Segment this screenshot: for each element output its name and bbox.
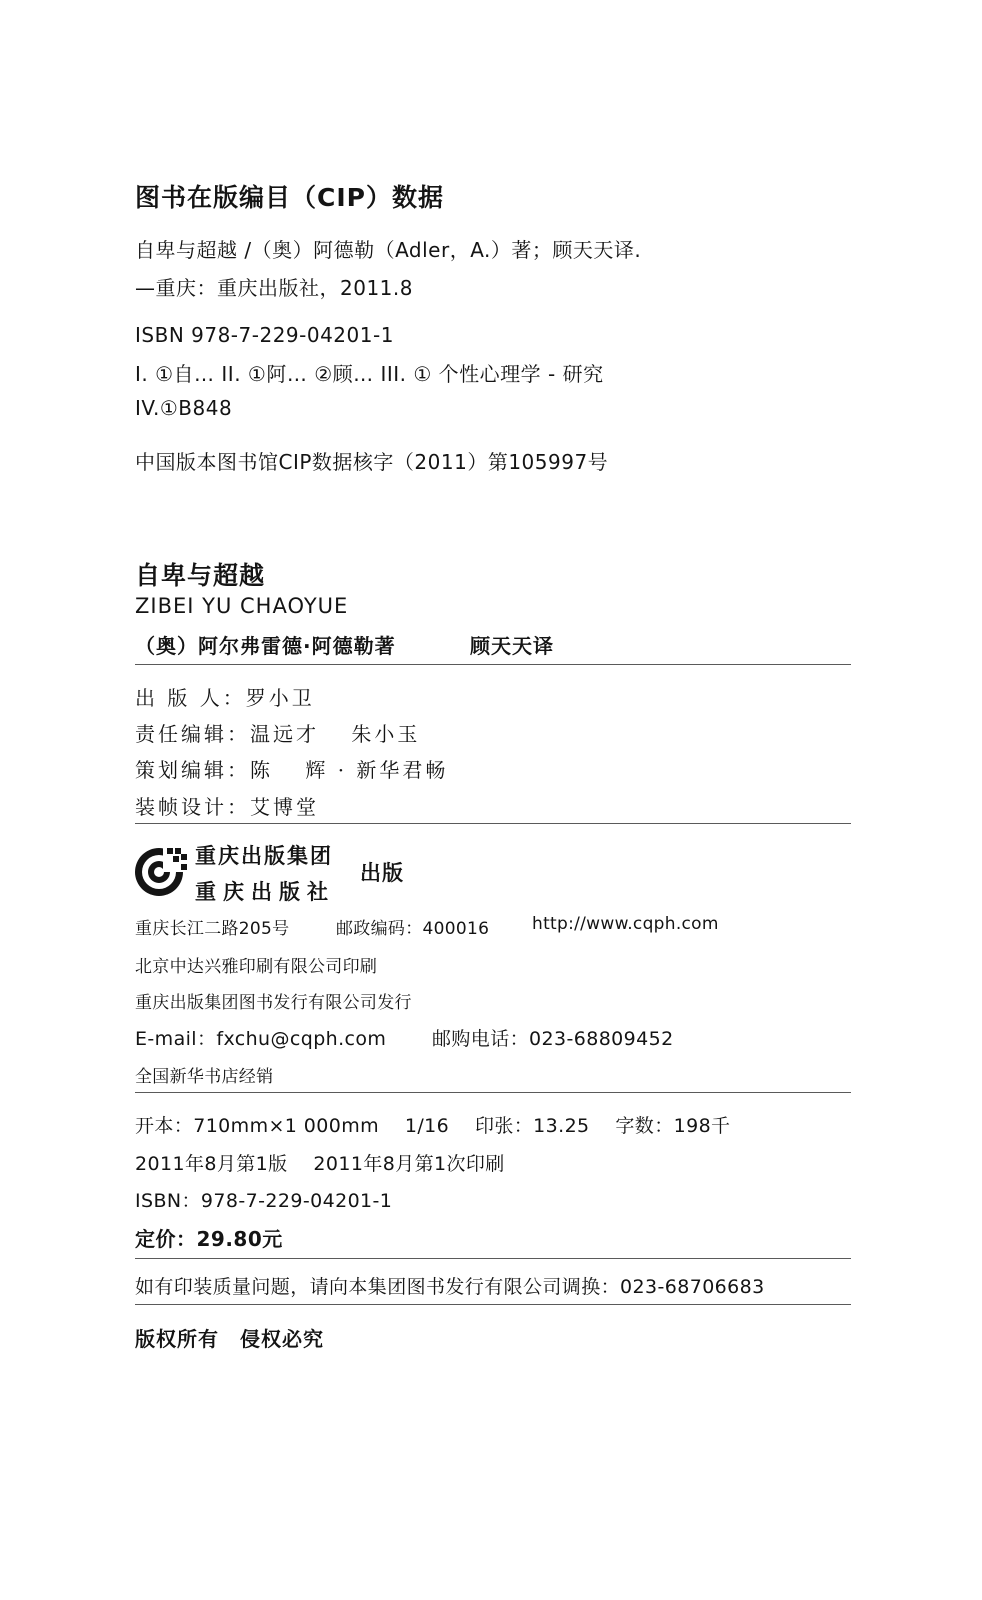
seller: 全国新华书店经销	[135, 1067, 274, 1087]
edition-info: 2011年8月第1版 2011年8月第1次印刷	[135, 1153, 505, 1175]
publisher-url: http://www.cqph.com	[532, 914, 719, 934]
publisher-postcode: 邮政编码：400016	[336, 919, 490, 939]
divider	[135, 1092, 851, 1093]
cip-heading: 图书在版编目（CIP）数据	[135, 183, 444, 212]
publisher-group-name: 重庆出版集团	[195, 844, 333, 868]
cip-clc-number: IV.①B848	[135, 396, 233, 420]
copyright-notice: 版权所有 侵权必究	[135, 1327, 324, 1351]
publisher-verb: 出版	[360, 861, 404, 885]
cip-isbn: ISBN 978-7-229-04201-1	[135, 323, 394, 347]
staff-editors: 责任编辑：温远才 朱小玉	[135, 722, 421, 746]
book-author: （奥）阿尔弗雷德·阿德勒著	[135, 634, 396, 658]
staff-design: 装帧设计：艾博堂	[135, 795, 319, 819]
staff-publisher: 出 版 人：罗小卫	[135, 686, 315, 710]
mail-order-phone: 邮购电话：023-68809452	[432, 1028, 674, 1050]
quality-notice: 如有印装质量问题，请向本集团图书发行有限公司调换：023-68706683	[135, 1276, 765, 1298]
staff-planning: 策划编辑：陈 辉 · 新华君畅	[135, 758, 449, 782]
divider	[135, 664, 851, 665]
distributor: 重庆出版集团图书发行有限公司发行	[135, 993, 412, 1013]
divider	[135, 1258, 851, 1259]
publisher-email: E-mail：fxchu@cqph.com	[135, 1028, 387, 1050]
cip-publication-line: —重庆：重庆出版社，2011.8	[135, 276, 413, 300]
book-format: 开本：710mm×1 000mm 1/16 印张：13.25 字数：198千	[135, 1115, 731, 1137]
book-pinyin: ZIBEI YU CHAOYUE	[135, 594, 349, 618]
printer: 北京中达兴雅印刷有限公司印刷	[135, 957, 378, 977]
cip-classification: I. ①自… II. ①阿… ②顾… III. ① 个性心理学 - 研究	[135, 362, 604, 386]
book-price: 定价：29.80元	[135, 1227, 283, 1251]
divider	[135, 1304, 851, 1305]
cip-approval-number: 中国版本图书馆CIP数据核字（2011）第105997号	[135, 450, 609, 474]
divider	[135, 823, 851, 824]
cip-title-line: 自卑与超越 /（奥）阿德勒（Adler，A.）著；顾天天译.	[135, 238, 642, 262]
cqph-logo-icon	[133, 842, 189, 898]
book-isbn: ISBN：978-7-229-04201-1	[135, 1190, 393, 1212]
book-translator: 顾天天译	[470, 634, 554, 658]
publisher-address: 重庆长江二路205号	[135, 919, 290, 939]
publisher-house-name: 重庆出版社	[195, 880, 335, 904]
book-title: 自卑与超越	[135, 561, 266, 590]
